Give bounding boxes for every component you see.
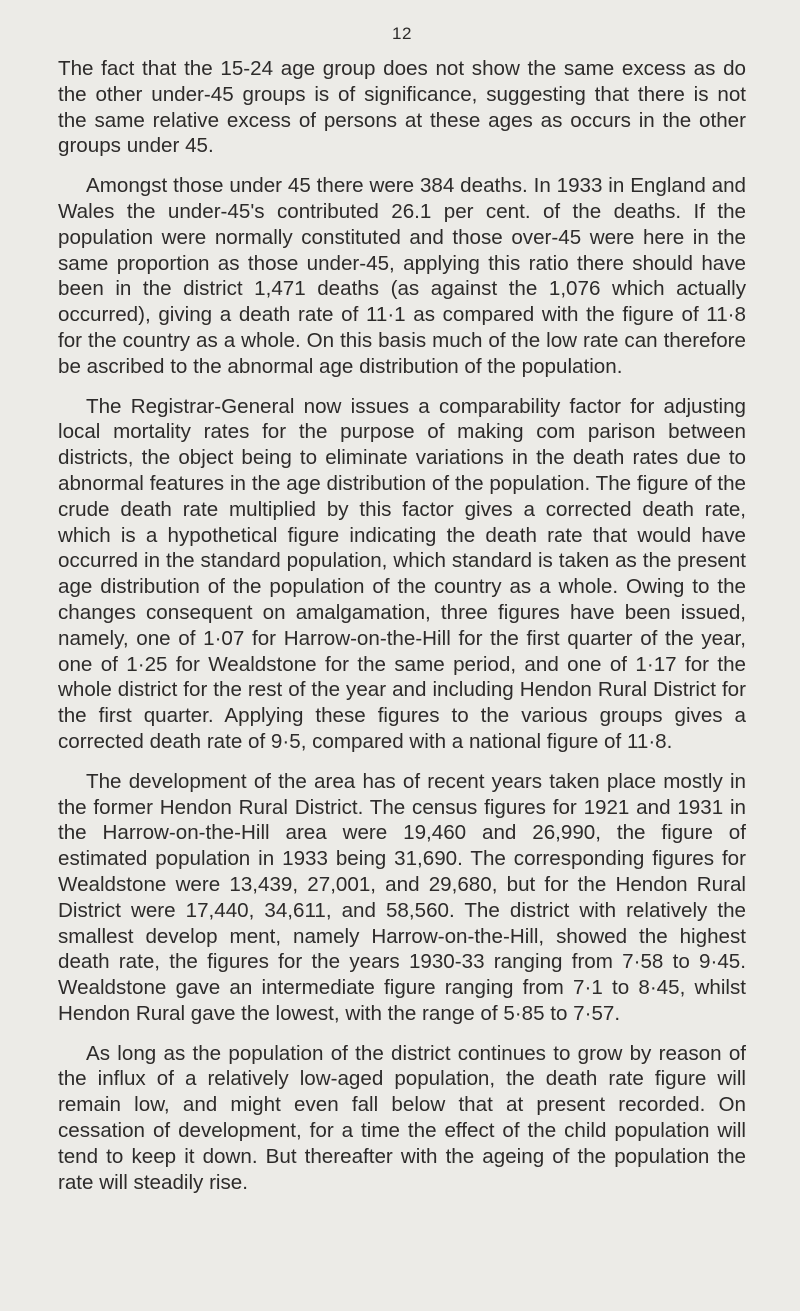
paragraph-under-45-deaths: Amongst those under 45 there were 384 deaths. In 1933 in England and Wales the under-45's contributed 26.1 per cent. of the deaths. If the population were normally constituted and those over-45 were here in the same proportion as those under-45, applying this ratio there should have been in the district 1,471 deaths (as against the 1,076 which actually occurred), giving a death rate of 11·1 as compared with the figure of 11·8 for the country as a whole. On this basis much of the low rate can therefore be ascribed to the abnormal age distribution of the population.	[58, 174, 746, 378]
paragraph-comparability-factor: The Registrar-General now issues a comparability factor for adjusting local mortality rates for the purpose of making com parison between districts, the object being to eliminate variations in the death rates due to abnormal features in the age distribution of the population. The figure of the crude death rate multiplied by this factor gives a corrected death rate, which is a hypothetical figure indicating the death rate that would have occurred in the standard population, which standard is taken as the present age distribution of the population of the country as a whole. Owing to the changes consequent on amalgamation, three figures have been issued, namely, one of 1·07 for Harrow-on-the-Hill for the first quarter of the year, one of 1·25 for Wealdstone for the same period, and one of 1·17 for the whole district for the rest of the year and including Hendon Rural District for the first quarter. Applying these figures to the various groups gives a corrected death rate of 9·5, compared with a national figure of 11·8.	[58, 394, 746, 753]
paragraph-age-group-excess: The fact that the 15-24 age group does not show the same excess as do the other under-45 groups is of significance, suggesting that there is not the same relative excess of persons at these ages as occurs in the other groups under 45.	[58, 57, 746, 158]
page-number: 12	[392, 24, 412, 43]
paragraph-population-growth: As long as the population of the district continues to grow by reason of the influx of a relatively low-aged population, the death rate figure will remain low, and might even fall below that at present recorded. On cessation of development, for a time the effect of the child population will tend to keep it down. But thereafter with the ageing of the population the rate will steadily rise.	[58, 1041, 746, 1194]
paragraph-area-development: The development of the area has of recent years taken place mostly in the former Hendon Rural District. The census figures for 1921 and 1931 in the Harrow-on-the-Hill area were 19,460 and 26,990, the figure of estimated population in 1933 being 31,690. The corresponding figures for Wealdstone were 13,439, 27,001, and 29,680, but for the Hendon Rural District were 17,440, 34,611, and 58,560. The district with relatively the smallest develop ment, namely Harrow-on-the-Hill, showed the highest death rate, the figures for the years 1930-33 ranging from 7·58 to 9·45. Wealdstone gave an intermediate figure ranging from 7·1 to 8·45, whilst Hendon Rural gave the lowest, with the range of 5·85 to 7·57.	[58, 769, 746, 1025]
